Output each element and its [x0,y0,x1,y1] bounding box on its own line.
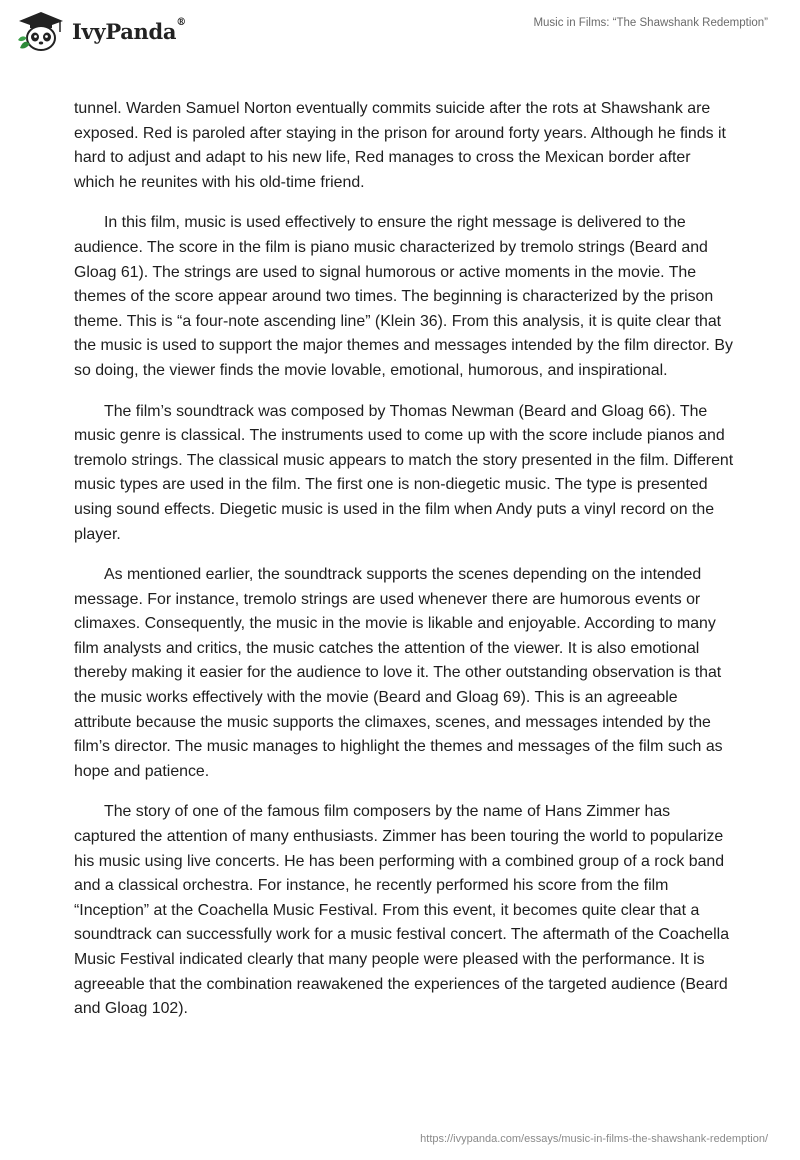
paragraph: tunnel. Warden Samuel Norton eventually commits suicide after the rots at Shawshank are exposed. Red is paroled after staying in the prison for around forty years. Although he finds it hard to adjust and adapt to his new life, Red manages to cross the Mexican border after which he reunites with his old-time friend. [74,100,726,191]
paragraph: In this film, music is used effectively to ensure the right message is delivered to the audience. The score in the film is piano music characterized by tremolo strings (Beard and Gloag 61). The strings are used to signal humorous or active moments in the movie. The themes of the score appear around two times. The beginning is characterized by the prison theme. This is “a four-note ascending line” (Klein 36). From this analysis, it is quite clear that the music is used to support the major themes and messages intended by the film director. By so doing, the viewer finds the movie lovable, emotional, humorous, and inspirational. [74,214,733,379]
ivypanda-logo[interactable] [16,10,186,52]
essay-body [74,97,734,1038]
page-header [0,0,800,70]
paragraph: As mentioned earlier, the soundtrack supports the scenes depending on the intended message. For instance, tremolo strings are used whenever there are humorous events or climaxes. Consequently, the music in the movie is likable and enjoyable. According to many film analysts and critics, the music catches the attention of the viewer. It is also emotional thereby making it easier for the audience to love it. The other outstanding observation is that the music works effectively with the movie (Beard and Gloag 69). This is an agreeable attribute because the music supports the climaxes, scenes, and messages intended by the film’s director. The music manages to highlight the themes and messages of the film such as hope and patience. [74,566,723,780]
document-title: Music in Films: “The Shawshank Redemption” [533,17,768,29]
paragraph: The story of one of the famous film composers by the name of Hans Zimmer has captured the attention of many enthusiasts. Zimmer has been touring the world to popularize his music using live concerts. He has been performing with a combined group of a rock band and a classical orchestra. For instance, he recently performed his score from the film “Inception” at the Coachella Music Festival. From this event, it becomes quite clear that a soundtrack can successfully work for a music festival concert. The aftermath of the Coachella Music Festival indicated clearly that many people were pleased with the performance. It is agreeable that the combination reawakened the experiences of the targeted audience (Beard and Gloag 102). [74,803,730,1018]
source-url-link[interactable]: https://ivypanda.com/essays/music-in-films-the-shawshank-redemption/ [420,1133,768,1145]
brand-name: IvyPanda® [72,16,186,44]
paragraph: The film’s soundtrack was composed by Thomas Newman (Beard and Gloag 66). The music genre is classical. The instruments used to come up with the score include pianos and tremolo strings. The classical music appears to match the story presented in the film. Different music types are used in the film. The first one is non-diegetic music. The type is presented using sound effects. Diegetic music is used in the film when Andy puts a vinyl record on the player. [74,402,734,543]
panda-graduate-icon [16,10,66,52]
